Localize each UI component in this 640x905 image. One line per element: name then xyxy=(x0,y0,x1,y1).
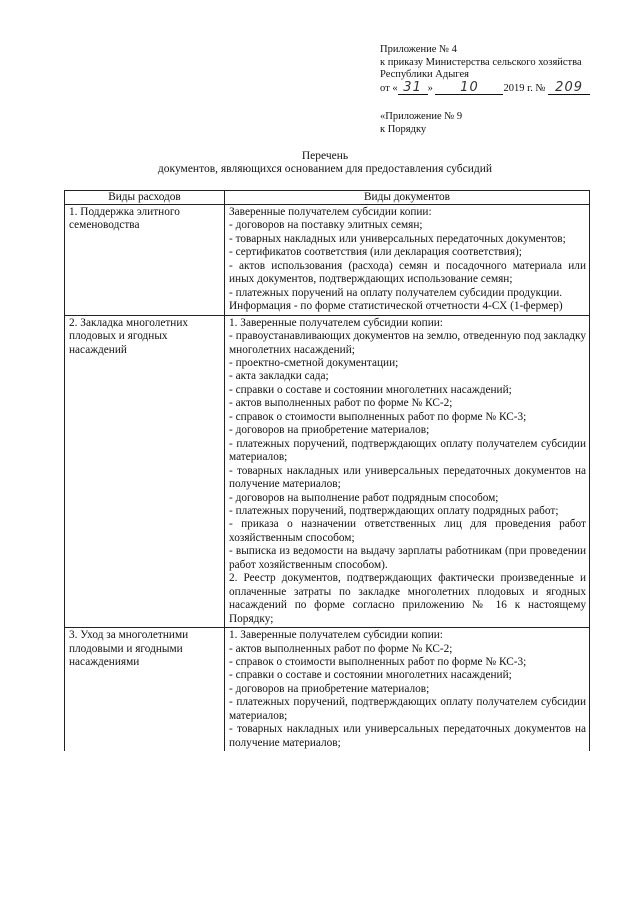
appendix-line-order: к Порядку xyxy=(380,123,427,135)
appendix-note xyxy=(380,111,620,136)
header-date-line xyxy=(380,79,620,96)
date-year: 2019 г. № xyxy=(503,82,546,94)
header-line-appendix: Приложение № 4 xyxy=(380,44,457,55)
documents-cell xyxy=(225,205,590,316)
document-line: 2. Реестр документов, подтверждающих фактически произведенные и оплаченные затраты по закладке многолетних плодовых и ягодных насаждений по форме согласно приложению № 16 к настоящему Порядку; xyxy=(229,572,586,625)
date-prefix: от « xyxy=(380,82,398,94)
date-month-handwritten: 10 xyxy=(460,79,479,95)
appendix-line-number: «Приложение № 9 xyxy=(380,111,463,122)
table-header-row xyxy=(65,191,590,205)
document-line: - договоров на поставку элитных семян; xyxy=(229,219,423,232)
document-line: 1. Заверенные получателем субсидии копии: xyxy=(229,316,443,329)
document-line: - платежных поручений на оплату получателем субсидии продукции. xyxy=(229,286,563,299)
date-mid: » xyxy=(427,82,433,94)
document-line: Информация - по форме статистической отчетности 4-СХ (1-фермер) xyxy=(229,300,563,313)
document-line: - справки о составе и состоянии многолетних насаждений; xyxy=(229,383,512,396)
document-line: - товарных накладных или универсальных передаточных документов на получение материалов; xyxy=(229,464,586,491)
document-line: - актов выполненных работ по форме № КС-2; xyxy=(229,397,453,410)
document-line: Заверенные получателем субсидии копии: xyxy=(229,206,432,218)
column-header-document-type: Виды документов xyxy=(225,191,590,205)
document-line: - договоров на выполнение работ подрядным способом; xyxy=(229,491,499,504)
document-line: - платежных поручений, подтверждающих оплату подрядных работ; xyxy=(229,504,559,517)
document-line: - сертификатов соответствия (или декларация соответствия); xyxy=(229,246,522,259)
table-row xyxy=(65,205,590,316)
expense-type-cell: 3. Уход за многолетними плодовыми и ягодными насаждениями xyxy=(65,628,225,752)
date-month xyxy=(435,79,503,95)
title-line-description: документов, являющихся основанием для предоставления субсидий xyxy=(157,163,493,175)
document-line: - справок о стоимости выполненных работ по форме № КС-3; xyxy=(229,655,527,668)
documents-cell xyxy=(225,315,590,627)
document-line: - справок о стоимости выполненных работ по форме № КС-3; xyxy=(229,410,527,423)
document-line: 1. Заверенные получателем субсидии копии: xyxy=(229,629,443,642)
expense-type-cell: 1. Поддержка элитного семеноводства xyxy=(65,205,225,316)
column-header-expense-type: Виды расходов xyxy=(65,191,225,205)
document-title xyxy=(60,150,590,176)
order-number-handwritten: 209 xyxy=(555,79,583,95)
title-line-list: Перечень xyxy=(301,150,349,162)
date-day-handwritten: 31 xyxy=(403,79,422,95)
documents-cell xyxy=(225,628,590,752)
header-line-republic: Республики Адыгея xyxy=(380,69,469,81)
expense-type-cell: 2. Закладка многолетних плодовых и ягодных насаждений xyxy=(65,315,225,627)
document-line: - платежных поручений, подтверждающих оплату получателем субсидии материалов; xyxy=(229,696,586,722)
document-line: - справки о составе и состоянии многолетних насаждений; xyxy=(229,669,512,682)
document-line: - актов выполненных работ по форме № КС-2; xyxy=(229,642,453,655)
date-day xyxy=(398,79,428,95)
document-line: - договоров на приобретение материалов; xyxy=(229,424,430,437)
header-line-ministry: к приказу Министерства сельского хозяйства xyxy=(380,56,582,68)
document-line: - товарных накладных или универсальных передаточных документов; xyxy=(229,232,566,245)
document-line: - акта закладки сада; xyxy=(229,370,329,383)
document-line: - правоустанавливающих документов на землю, отведенную под закладку многолетних насаждений; xyxy=(229,330,586,356)
document-line: - актов использования (расхода) семян и посадочного материала или иных документов, подтверждающих использование семян; xyxy=(229,259,586,286)
document-line: - договоров на приобретение материалов; xyxy=(229,682,430,695)
table-row xyxy=(65,628,590,752)
table-row xyxy=(65,315,590,627)
order-number xyxy=(548,79,590,95)
document-line: - платежных поручений, подтверждающих оплату получателем субсидии материалов; xyxy=(229,437,586,464)
document-line: - приказа о назначении ответственных лиц для проведения работ хозяйственным способом; xyxy=(229,518,586,544)
order-header xyxy=(380,44,620,95)
document-line: - проектно-сметной документации; xyxy=(229,356,399,369)
documents-table xyxy=(64,190,590,751)
document-line: - выписка из ведомости на выдачу зарплаты работникам (при проведении работ хозяйственным способом). xyxy=(229,545,586,571)
document-line: - товарных накладных или универсальных передаточных документов на получение материалов; xyxy=(229,723,586,749)
